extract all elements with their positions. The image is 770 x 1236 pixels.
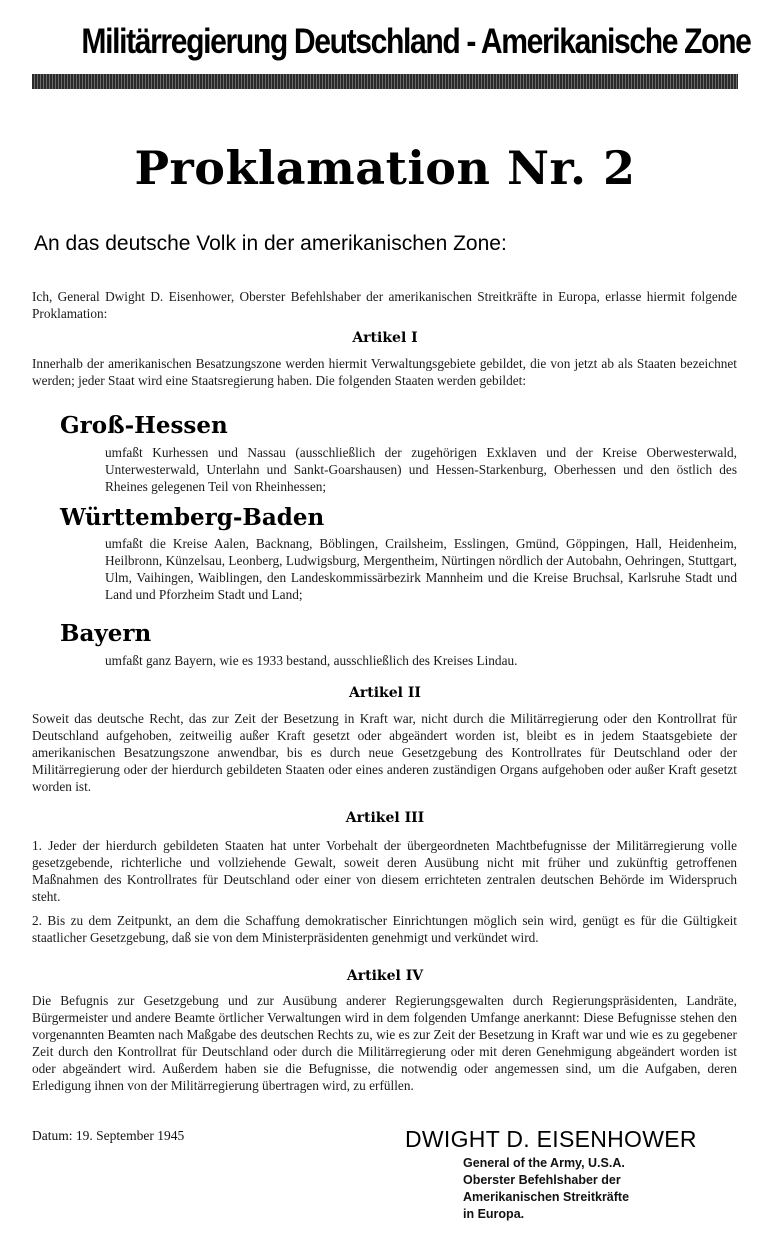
signatory-title-line: Oberster Befehlshaber der — [463, 1173, 621, 1187]
signatory-name: DWIGHT D. EISENHOWER — [405, 1126, 697, 1152]
article-2-heading: Artikel II — [349, 685, 421, 701]
article-2-text: Soweit das deutsche Recht, das zur Zeit der Besetzung in Kraft war, nicht durch die Militärregierung oder den Kontrollrat für Deutschland aufgehoben, zeitweilig außer Kraft gesetzt oder abgeändert worden ist, bleibt es in jedem Staatsgebiete der amerikanischen Besatzungszone anwendbar, bis es durch neue Gesetzgebung des Kontrollrates für Deutschland oder der Militärregierung oder der hierdurch gebildeten Staaten oder eines anderen zuständigen Organs aufgehoben oder außer Kraft gesetzt worden ist. — [32, 711, 737, 794]
signatory-titles — [463, 1155, 629, 1223]
signatory-title-line: General of the Army, U.S.A. — [463, 1156, 625, 1170]
header-rule — [32, 74, 738, 89]
article-1-text: Innerhalb der amerikanischen Besatzungszone werden hiermit Verwaltungsgebiete gebildet, die von jetzt ab als Staaten bezeichnet werden; jeder Staat wird eine Staatsregierung haben. Die folgenden Staaten werden gebildet: — [32, 356, 737, 388]
header-title: Militärregierung Deutschland - Amerikanische Zone — [81, 22, 751, 61]
signatory-title-line: Amerikanischen Streitkräfte — [463, 1190, 630, 1204]
article-3-paragraph-2: 2. Bis zu dem Zeitpunkt, an dem die Schaffung demokratischer Einrichtungen möglich sein wird, genügt es für die Gültigkeit staatlicher Gesetzgebung, daß sie von dem Ministerpräsidenten genehmigt und verkündet wird. — [32, 913, 737, 945]
article-3-heading: Artikel III — [345, 810, 425, 826]
article-1-heading: Artikel I — [352, 330, 418, 346]
article-4-heading: Artikel IV — [346, 968, 424, 984]
proclamation-title: Proklamation Nr. 2 — [134, 141, 636, 195]
state-gross-hessen-heading: Groß-Hessen — [60, 412, 228, 439]
state-gross-hessen-text: umfaßt Kurhessen und Nassau (ausschließlich der zugehörigen Exklaven und der Kreise Oberwesterwald, Unterwesterwald, Unterlahn und Sankt-Goarshausen) und Hessen-Starkenburg, Oberhessen und den östlich des Rheines gelegenen Teil von Rheinhessen; — [105, 445, 737, 494]
state-wuerttemberg-baden-text: umfaßt die Kreise Aalen, Backnang, Böblingen, Crailsheim, Esslingen, Gmünd, Göppingen, Hall, Heidenheim, Heilbronn, Künzelsau, Leonberg, Ludwigsburg, Mergentheim, Nürtingen nördlich der Autobahn, Oehringen, Stuttgart, Ulm, Vaihingen, Waiblingen, den Landeskommissärbezirk Mannheim und die Kreise Bruchsal, Karlsruhe Stadt und Land und Pforzheim Stadt und Land; — [105, 536, 737, 602]
proclamation-subtitle: An das deutsche Volk in der amerikanischen Zone: — [34, 232, 507, 255]
intro-paragraph: Ich, General Dwight D. Eisenhower, Oberster Befehlshaber der amerikanischen Streitkräfte in Europa, erlasse hiermit folgende Proklamation: — [32, 289, 737, 321]
state-bayern-heading: Bayern — [60, 620, 152, 647]
signature-date: Datum: 19. September 1945 — [32, 1128, 185, 1143]
state-wuerttemberg-baden-heading: Württemberg-Baden — [60, 504, 325, 531]
signatory-title-line: in Europa. — [463, 1207, 525, 1221]
state-bayern-text: umfaßt ganz Bayern, wie es 1933 bestand, ausschließlich des Kreises Lindau. — [105, 653, 518, 668]
article-3-paragraph-1: 1. Jeder der hierdurch gebildeten Staaten hat unter Vorbehalt der übergeordneten Machtbefugnisse der Militärregierung volle gesetzgebende, richterliche und vollziehende Gewalt, soweit deren Ausübung nicht mit früher und zukünftig getroffenen Maßnahmen des Kontrollrates für Deutschland oder einer von diesem errichteten zentralen deutschen Behörde im Widerspruch steht. — [32, 838, 737, 904]
article-4-text: Die Befugnis zur Gesetzgebung und zur Ausübung anderer Regierungsgewalten durch Regierungspräsidenten, Landräte, Bürgermeister und andere Beamte örtlicher Verwaltungen wird in dem folgenden Umfange anerkannt: Diese Befugnisse stehen den vorgenannten Beamten nach Maßgabe des deutschen Rechts zu, wie es zur Zeit der Besetzung in Kraft war und wie es zu gegebener Zeit durch den Kontrollrat für Deutschland oder durch die Militärregierung oder mit deren Genehmigung abgeändert worden ist oder abgeändert wird. Außerdem haben sie die Befugnisse, die notwendig oder angemessen sind, um die Aufgaben, deren Erledigung ihnen von der Militärregierung übertragen wird, zu erfüllen. — [32, 993, 737, 1093]
